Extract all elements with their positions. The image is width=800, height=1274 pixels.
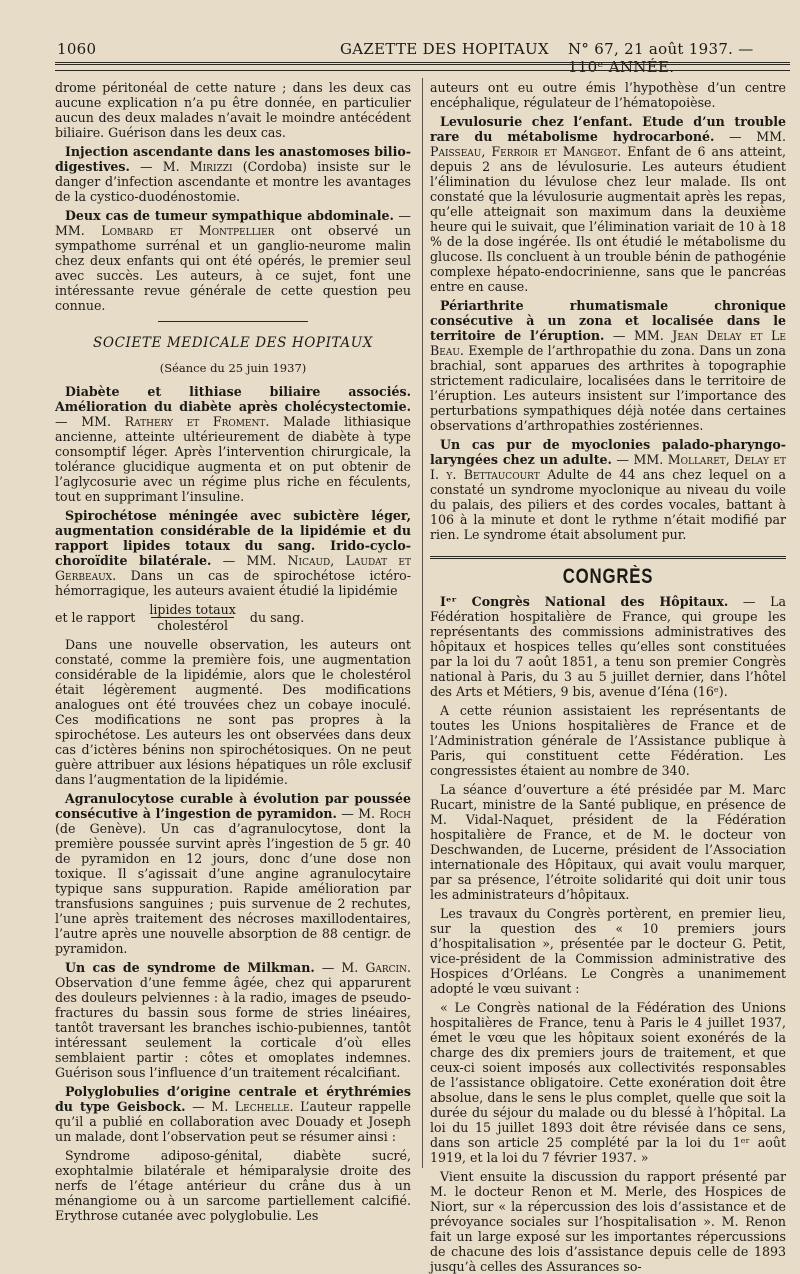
article-author: M. Lechelle. — [211, 1099, 294, 1114]
header-double-rule — [55, 62, 790, 65]
seance-date: (Séance du 25 juin 1937) — [159, 361, 307, 375]
article-myoclonies: Un cas pur de myoclonies palado-pharyngo-laryngées chez un adulte. — MM. Mollaret, Delay et I. y. Bettaucourt Adulte de 44 ans chez lequel on a constaté un syndrome myoclonique au niveau du voile du palais, des piliers et des cordes vocales, battant à 106 à la minute et dont le rythme n’était modifié par rien. Le syndrome était absolument pur. — [430, 437, 786, 542]
article-author: MM. Rathery et Froment. — [81, 414, 270, 429]
formula-label: et le rapport — [55, 610, 136, 625]
formula-tail: du sang. — [249, 610, 305, 625]
article-milkman: Un cas de syndrome de Milkman. — M. Garcin. Observation d’une femme âgée, chez qui apparurent des douleurs pelviennes : à la radio, images de pseudo-fractures du bassin sous forme de stries linéaires, tantôt traversant les branches ischio-pubiennes, tantôt intéressant seulement la corticale d’où elles semblaient partir : côtes et omoplates indemnes. Guérison sous l’influence d’un traitement récalcifiant. — [55, 960, 411, 1080]
article-text: (Cordoba) insiste sur le danger d’infection ascendante et montre les avantages de la cystico-duodénostomie. — [55, 159, 411, 204]
page-header — [40, 36, 790, 76]
article-author: MM. Jean Delay et Le Beau. — [430, 328, 786, 358]
page-number: 1060 — [57, 40, 97, 58]
paragraph: auteurs ont eu outre émis l’hypothèse d’un centre encéphalique, régulateur de l’hématopoièse. — [430, 80, 786, 110]
article-author: M. Mirizzi — [162, 159, 233, 174]
article-title: Spirochétose méningée avec subictère léger, augmentation considérable de la lipidémie et du rapport lipides totaux du sang. Irido-cyclo-choroïdite bilatérale. — [55, 508, 411, 568]
fraction — [143, 602, 242, 633]
article-title: Iᵉʳ Congrès National des Hôpitaux. — [440, 594, 729, 609]
left-column — [55, 80, 411, 1223]
article-text: Adulte de 44 ans chez lequel on a constaté un syndrome myoclonique au niveau du voile du palais, des piliers et des cordes vocales, battant à 106 à la minute et dont le rythme n’était modifié par rien. Le syndrome était absolument pur. — [430, 467, 786, 542]
paragraph: drome péritonéal de cette nature ; dans les deux cas aucune explication n’a pu être donnée, en particulier aucun des deux malades n’avait le moindre antécédent biliaire. Guérison dans les deux cas. — [55, 80, 411, 140]
article-diabete: Diabète et lithiase biliaire associés. Amélioration du diabète après cholécystectomie. — MM. Rathery et Froment. Malade lithiasique ancienne, atteinte ultérieurement de diabète à type consomptif léger. Après l’intervention chirurgicale, la tolérance glucidique augmenta et on put obtenir de l’aglycosurie avec un régime plus riche en féculents, tout en supprimant l’insuline. — [55, 384, 411, 504]
section-title: SOCIETE MEDICALE DES HOPITAUX — [93, 335, 373, 351]
paragraph: La séance d’ouverture a été présidée par M. Marc Rucart, ministre de la Santé publique, en présence de M. Vidal-Naquet, président de la Fédération hospitalière de France, et de M. le docteur von Deschwanden, de Lucerne, président de l’Association internationale des Hôpitaux, qui avait voulu marquer, par sa présence, l’étroite solidarité qui doit unir tous les administrateurs d’hôpitaux. — [430, 782, 786, 902]
article-text: Dans un cas de spirochétose ictéro-hémorragique, les auteurs avaient étudié la lipidémie — [55, 568, 411, 598]
fraction-numerator: lipides totaux — [149, 602, 236, 617]
article-polyglobulies: Polyglobulies d’origine centrale et érythrémies du type Geisbock. — M. Lechelle. L’auteur rappelle qu’il a publié en collaboration avec Douady et Joseph un malade, dont l’observation peut se résumer ainsi : — [55, 1084, 411, 1144]
article-congres: Iᵉʳ Congrès National des Hôpitaux. — La Fédération hospitalière de France, qui groupe les représentants des commissions administratives des hôpitaux et hospices telles qu’elles sont constituées par la loi du 7 août 1851, a tenu son premier Congrès national à Paris, du 3 au 5 juillet dernier, dans l’hôtel des Arts et Métiers, 9 bis, avenue d’Iéna (16ᵉ). — [430, 594, 786, 699]
article-author: MM. Paisseau, Ferroir et Mangeot. — [430, 129, 786, 159]
article-text: L’auteur rappelle qu’il a publié en collaboration avec Douady et Joseph un malade, dont l’observation peut se résumer ainsi : — [55, 1099, 411, 1144]
article-text: ont observé un sympathome surrénal et un ganglio-neurome malin chez deux enfants qui ont été opérés, le premier seul avec succès. Les auteurs, à ce sujet, font une intéressante revue générale de cette question peu connue. — [55, 223, 411, 313]
article-levulosurie: Levulosurie chez l’enfant. Etude d’un trouble rare du métabolisme hydrocarboné. — MM. Paisseau, Ferroir et Mangeot. Enfant de 6 ans atteint, depuis 2 ans de lévulosurie. Les auteurs étudient l’élimination du lévulose chez leur malade. Ils ont constaté que la lévulosurie augmentait après les repas, qu’elle atteignait son maximum dans la deuxième heure qui le suivait, que l’élimination variait de 10 à 18 % de la dose ingérée. Ils ont étudié le métabolisme du glucose. Ils concluent à un trouble bénin de pathogénie complexe hépato-endocrinienne, sans que le pancréas entre en cause. — [430, 114, 786, 294]
article-title: Deux cas de tumeur sympathique abdominale. — [65, 208, 394, 223]
congres-rule — [430, 556, 786, 559]
paragraph: Les travaux du Congrès portèrent, en premier lieu, sur la question des « 10 premiers jours d’hospitalisation », présentée par le docteur G. Petit, vice-président de la Commission administrative des Hospices d’Orléans. Le Congrès a unanimement adopté le vœu suivant : — [430, 906, 786, 996]
paragraph: Vient ensuite la discussion du rapport présenté par M. le docteur Renon et M. Merle, des Hospices de Niort, sur « la répercussion des lois d’assistance et de prévoyance sociales sur l’hospitalisation ». M. Renon fait un large exposé sur les importantes répercussions de chacune des lois d’assistance depuis celle de 1893 jusqu’à celles des Assurances so- — [430, 1169, 786, 1274]
article-spirochetose: Spirochétose méningée avec subictère léger, augmentation considérable de la lipidémie et du rapport lipides totaux du sang. Irido-cyclo-choroïdite bilatérale. — MM. Nicaud, Laudat et Gerbeaux. Dans un cas de spirochétose ictéro-hémorragique, les auteurs avaient étudié la lipidémie — [55, 508, 411, 598]
section-rule — [158, 321, 308, 322]
article-agranulocytose: Agranulocytose curable à évolution par poussée consécutive à l’ingestion de pyramidon. — M. Roch (de Genève). Un cas d’agranulocytose, dont la première poussée survint après l’ingestion de 5 gr. 40 de pyramidon en 12 jours, donc d’une dose non toxique. Il s’agissait d’une angine agranulocytaire typique sans suppuration. Rapide amélioration par transfusions sanguines ; puis survenue de 2 rechutes, l’une après traitement des nécroses maxillodentaires, l’autre après une nouvelle absorption de 88 centigr. de pyramidon. — [55, 791, 411, 956]
article-author: M. Roch — [358, 806, 411, 821]
column-divider — [422, 78, 423, 1168]
article-author: M. Garcin. — [341, 960, 411, 975]
fraction-denominator: cholestérol — [151, 617, 234, 633]
congres-heading: CONGRÈS — [562, 565, 654, 588]
article-text: Malade lithiasique ancienne, atteinte ultérieurement de diabète à type consomptif léger. Après l’intervention chirurgicale, la tolérance glucidique augmenta et on put obtenir de l’aglycosurie avec un régime plus riche en féculents, tout en supprimant l’insuline. — [55, 414, 411, 504]
article-text: La Fédération hospitalière de France, qui groupe les représentants des commissions administratives des hôpitaux et hospices telles qu’elles sont constituées par la loi du 7 août 1851, a tenu son premier Congrès national à Paris, du 3 au 5 juillet dernier, dans l’hôtel des Arts et Métiers, 9 bis, avenue d’Iéna (16ᵉ). — [430, 594, 786, 699]
article-title: Injection ascendante dans les anastomoses bilio-digestives. — [55, 144, 411, 174]
paragraph: Dans une nouvelle observation, les auteurs ont constaté, comme la première fois, une augmentation considérable de la lipidémie, alors que le cholestérol était légèrement augmenté. Des modifications analogues ont été trouvées chez un cobaye inoculé. Ces modifications ne sont pas propres à la spirochétose. Les auteurs les ont observées dans deux cas d’ictères bénins non spirochétosiques. On ne peut guère attribuer aux lésions hépatiques un rôle exclusif dans l’augmentation de la lipidémie. — [55, 637, 411, 787]
article-text: (de Genève). Un cas d’agranulocytose, dont la première poussée survint après l’ingestion de 5 gr. 40 de pyramidon en 12 jours, donc d’une dose non toxique. Il s’agissait d’une angine agranulocytaire typique sans suppuration. Rapide amélioration par transfusions sanguines ; puis survenue de 2 rechutes, l’une après traitement des nécroses maxillodentaires, l’autre après une nouvelle absorption de 88 centigr. de pyramidon. — [55, 821, 411, 956]
journal-title: GAZETTE DES HOPITAUX — [340, 40, 549, 58]
article-title: Périarthrite rhumatismale chronique consécutive à un zona et localisée dans le territoire de l’éruption. — [430, 298, 786, 343]
article-title: Diabète et lithiase biliaire associés. Amélioration du diabète après cholécystectomie. — [55, 384, 411, 414]
header-rule — [55, 70, 790, 71]
article-periarthrite: Périarthrite rhumatismale chronique consécutive à un zona et localisée dans le territoire de l’éruption. — MM. Jean Delay et Le Beau. Exemple de l’arthropathie du zona. Dans un zona brachial, sont apparues des arthrites à topographie strictement radiculaire, localisées dans le territoire de l’éruption. Les auteurs insistent sur l’importance des perturbations sympathiques déjà notée dans certaines observations d’arthropathies zostériennes. — [430, 298, 786, 433]
paragraph: A cette réunion assistaient les représentants de toutes les Unions hospitalières de France et de l’Administration générale de l’Assistance publique à Paris, qui constituent cette Fédération. Les congressistes étaient au nombre de 340. — [430, 703, 786, 778]
ratio-formula — [55, 602, 411, 633]
article-author: MM. Nicaud, Laudat et Gerbeaux. — [55, 553, 411, 583]
article-text: Enfant de 6 ans atteint, depuis 2 ans de lévulosurie. Les auteurs étudient l’élimination du lévulose chez leur malade. Ils ont constaté que la lévulosurie augmentait après les repas, qu’elle atteignait son maximum dans la deuxième heure qui le suivait, que l’élimination variait de 10 à 18 % de la dose ingérée. Ils ont étudié le métabolisme du glucose. Ils concluent à un trouble bénin de pathogénie complexe hépato-endocrinienne, sans que le pancréas entre en cause. — [430, 144, 786, 294]
article-title: Un cas de syndrome de Milkman. — [65, 960, 315, 975]
paragraph: Syndrome adiposo-génital, diabète sucré, exophtalmie bilatérale et hémiparalysie droite des nerfs de l’étage antérieur du crâne dus à un ménangiome ou à un sarcome partiellement calcifié. Erythrose cutanée avec polyglobulie. Les — [55, 1148, 411, 1223]
article-author: MM. Mollaret, Delay et I. y. Bettaucourt — [430, 452, 786, 482]
article-injection: Injection ascendante dans les anastomoses bilio-digestives. — M. Mirizzi (Cordoba) insiste sur le danger d’infection ascendante et montre les avantages de la cystico-duodénostomie. — [55, 144, 411, 204]
article-title: Polyglobulies d’origine centrale et érythrémies du type Geisbock. — [55, 1084, 411, 1114]
article-text: Exemple de l’arthropathie du zona. Dans un zona brachial, sont apparues des arthrites à topographie strictement radiculaire, localisées dans le territoire de l’éruption. Les auteurs insistent sur l’importance des perturbations sympathiques déjà notée dans certaines observations d’arthropathies zostériennes. — [430, 343, 786, 433]
article-text: Observation d’une femme âgée, chez qui apparurent des douleurs pelviennes : à la radio, images de pseudo-fractures du bassin sous forme de stries linéaires, tantôt traversant les branches ischio-pubiennes, tantôt intéressant seulement la corticale d’où elles semblaient partir : côtes et omoplates indemnes. Guérison sous l’influence d’un traitement récalcifiant. — [55, 975, 411, 1080]
article-author: MM. Lombard et Montpellier — [55, 223, 275, 238]
article-title: Levulosurie chez l’enfant. Etude d’un trouble rare du métabolisme hydrocarboné. — [430, 114, 786, 144]
issue-info: N° 67, 21 août 1937. — 110ᵉ ANNÉE. — [568, 40, 754, 76]
right-column — [430, 80, 786, 1274]
article-title: Un cas pur de myoclonies palado-pharyngo-laryngées chez un adulte. — [430, 437, 786, 467]
paragraph: « Le Congrès national de la Fédération des Unions hospitalières de France, tenu à Paris le 4 juillet 1937, émet le vœu que les hôpitaux soient exonérés de la charge des dix premiers jours de traitement, et que ceux-ci soient imposés aux collectivités responsables de l’assistance obligatoire. Cette exonération doit être absolue, dans le sens le plus complet, quelle que soit la durée du séjour du malade ou du blessé à l’hôpital. La loi du 15 juillet 1893 doit être révisée dans ce sens, dans son article 25 complété par la loi du 1ᵉʳ août 1919, et la loi du 7 février 1937. » — [430, 1000, 786, 1165]
article-title: Agranulocytose curable à évolution par poussée consécutive à l’ingestion de pyramidon. — [55, 791, 411, 821]
article-tumeur: Deux cas de tumeur sympathique abdominale. — MM. Lombard et Montpellier ont observé un sympathome surrénal et un ganglio-neurome malin chez deux enfants qui ont été opérés, le premier seul avec succès. Les auteurs, à ce sujet, font une intéressante revue générale de cette question peu connue. — [55, 208, 411, 313]
